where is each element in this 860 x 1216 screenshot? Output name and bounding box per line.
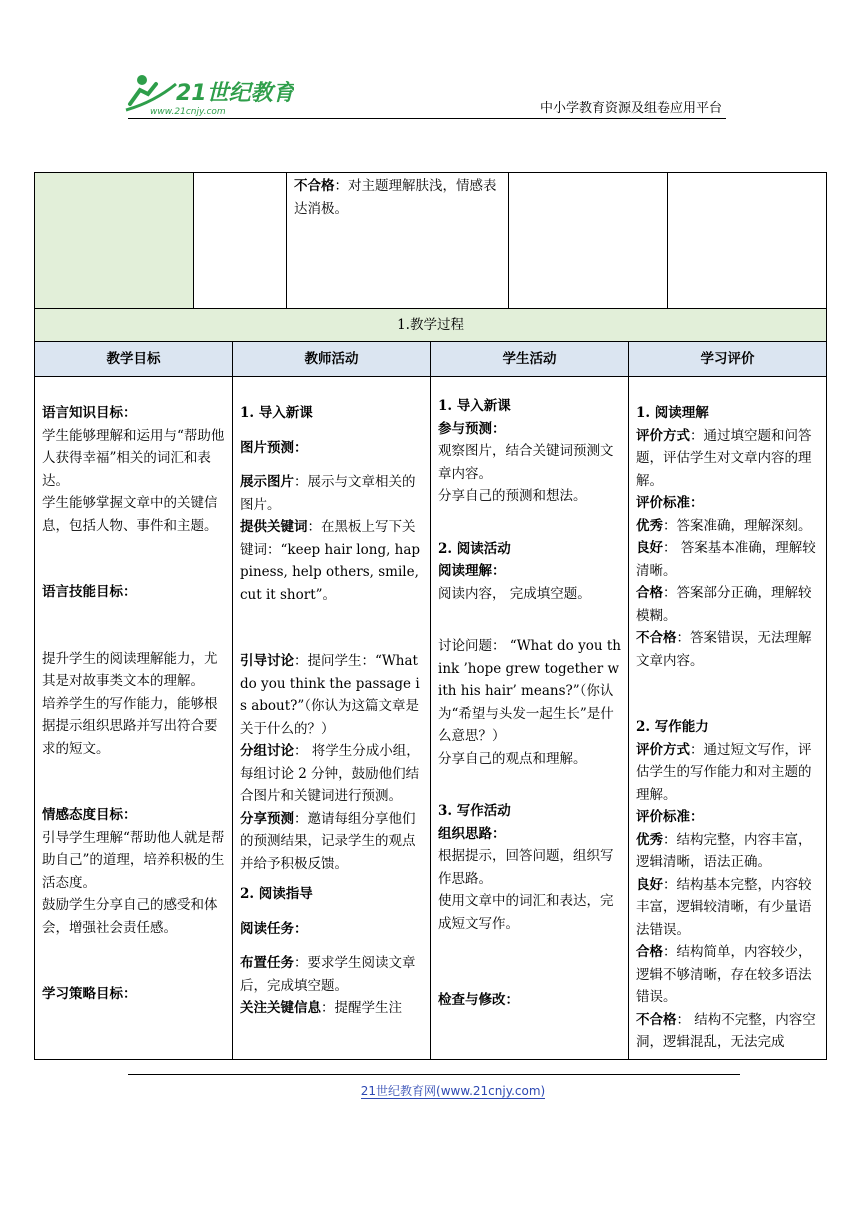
skill-goal-1: 提升学生的阅读理解能力，尤其是对故事类文本的理解。: [42, 650, 218, 689]
footer-divider: [128, 1074, 740, 1075]
pass-text: ：答案部分正确，理解较模糊。: [636, 585, 812, 624]
excellent-text: ：答案准确，理解深刻。: [663, 517, 812, 534]
column-header-student: 学生活动: [431, 342, 629, 377]
empty-cell: [35, 173, 194, 309]
emotion-goal-title: 情感态度目标：: [42, 807, 137, 823]
keyword-label: 提供关键词: [240, 519, 308, 535]
student-step2-p3: 分享自己的观点和理解。: [438, 750, 587, 767]
evaluation-cell: [629, 377, 827, 1060]
student-step1-p2: 分享自己的预测和想法。: [438, 488, 587, 504]
column-header-goals: 教学目标: [35, 342, 233, 377]
pass-text: ：结构简单，内容较少，逻辑不够清晰，存在较多语法错误。: [636, 944, 812, 1005]
fail-text: ：对主题理解肤浅，情感表达消极。: [294, 178, 497, 217]
pass-label: 合格: [636, 585, 663, 601]
knowledge-goal-title: 语言知识目标：: [42, 405, 137, 421]
student-step3-sub: 组织思路：: [438, 825, 506, 842]
student-activity-cell: [431, 377, 629, 1060]
guide-text: ：提问学生：“What do you think the passage is about?”（你认为这篇文章是关于什么的？）: [240, 653, 420, 737]
skill-goal-2: 培养学生的写作能力，能够根据提示组织思路并写出符合要求的短文。: [42, 695, 218, 757]
empty-cell: [668, 173, 827, 309]
footer-link[interactable]: 21世纪教育网(www.21cnjy.com): [360, 1084, 546, 1098]
share-text: ：邀请每组分享他们的预测结果，记录学生的观点并给予积极反馈。: [240, 810, 416, 872]
eval-reading-title: 1. 阅读理解: [636, 405, 709, 421]
knowledge-goal-1: 学生能够理解和运用与“帮助他人获得幸福”相关的词汇和表达。: [42, 427, 225, 489]
keyword-text: ：在黑板上写下关键词：“keep hair long, happiness, help others, smile, cut it short”。: [240, 519, 421, 603]
fail-label: 不合格: [294, 178, 335, 194]
check-label: 检查与修改：: [438, 992, 519, 1008]
column-header-evaluation: 学习评价: [629, 342, 827, 377]
guide-label: 引导讨论: [240, 653, 294, 669]
task-text: ：要求学生阅读文章后，完成填空题。: [240, 955, 416, 994]
fail-text: ： 结构不完整，内容空洞，逻辑混乱，无法完成: [636, 1011, 816, 1050]
focus-text: ：提醒学生注: [321, 1000, 402, 1016]
student-step2-p2: 讨论问题： “What do you think ’hope grew together with his hair’ means?”（你认为“希望与头发一起生长”是什么意思？）: [438, 638, 621, 744]
empty-cell: [509, 173, 668, 309]
excellent-label: 优秀: [636, 517, 663, 534]
emotion-goal-2: 鼓励学生分享自己的感受和体会，增强社会责任感。: [42, 897, 218, 936]
share-label: 分享预测: [240, 810, 294, 827]
excellent-text: ：结构完整，内容丰富，逻辑清晰，语法正确。: [636, 831, 812, 870]
eval-method-text: ：通过短文写作，评估学生的写作能力和对主题的理解。: [636, 741, 812, 803]
teacher-step2-sub: 阅读任务：: [240, 920, 308, 937]
student-step2-sub: 阅读理解：: [438, 563, 506, 579]
student-step2-title: 2. 阅读活动: [438, 540, 511, 557]
teacher-step1-sub: 图片预测：: [240, 439, 308, 456]
pass-label: 合格: [636, 944, 663, 960]
svg-text:www.21cnjy.com: www.21cnjy.com: [150, 107, 226, 116]
runner-logo-icon: [124, 72, 294, 116]
teacher-step2-title: 2. 阅读指导: [240, 886, 313, 902]
fail-label: 不合格: [636, 1011, 677, 1028]
site-logo: [124, 72, 294, 116]
good-label: 良好: [636, 540, 663, 556]
group-text: ： 将学生分成小组，每组讨论 2 分钟，鼓励他们结合图片和关键词进行预测。: [240, 743, 420, 804]
strategy-goal-title: 学习策略目标：: [42, 986, 137, 1002]
fail-criteria-cell: [287, 173, 509, 309]
eval-method-text: ：通过填空题和问答题，评估学生对文章内容的理解。: [636, 427, 812, 489]
knowledge-goal-2: 学生能够掌握文章中的关键信息，包括人物、事件和主题。: [42, 495, 218, 534]
show-label: 展示图片: [240, 474, 294, 490]
goals-cell: [35, 377, 233, 1060]
group-label: 分组讨论: [240, 743, 294, 759]
good-text: ： 答案基本准确，理解较清晰。: [636, 540, 816, 579]
student-step2-p1: 阅读内容， 完成填空题。: [438, 585, 591, 602]
student-step1-sub: 参与预测：: [438, 420, 506, 437]
student-step1-title: 1. 导入新课: [438, 398, 511, 414]
eval-method-label: 评价方式: [636, 427, 690, 444]
svg-text:21世纪教育: 21世纪教育: [176, 81, 294, 106]
good-label: 良好: [636, 876, 663, 893]
section-title: 1.教学过程: [35, 309, 827, 342]
emotion-goal-1: 引导学生理解“帮助他人就是帮助自己”的道理，培养积极的生活态度。: [42, 829, 225, 891]
column-header-teacher: 教师活动: [233, 342, 431, 377]
student-step3-p2: 使用文章中的词汇和表达，完成短文写作。: [438, 893, 614, 932]
fail-label: 不合格: [636, 630, 677, 646]
eval-standard-label: 评价标准：: [636, 809, 704, 825]
fail-text: ：答案错误，无法理解文章内容。: [636, 630, 812, 669]
good-text: ：结构基本完整，内容较丰富，逻辑较清晰，有少量语法错误。: [636, 876, 812, 938]
eval-method-label: 评价方式: [636, 741, 690, 758]
carryover-table: [34, 172, 827, 309]
eval-standard-label: 评价标准：: [636, 495, 704, 511]
teacher-activity-cell: [233, 377, 431, 1060]
platform-name: 中小学教育资源及组卷应用平台: [540, 101, 723, 116]
teaching-process-table: [34, 308, 827, 1060]
header-divider: [128, 118, 726, 119]
student-step3-p1: 根据提示，回答问题，组织写作思路。: [438, 848, 614, 887]
teacher-step1-title: 1. 导入新课: [240, 405, 313, 421]
focus-label: 关注关键信息: [240, 1000, 321, 1016]
empty-cell: [194, 173, 287, 309]
skill-goal-title: 语言技能目标：: [42, 584, 137, 600]
show-text: ：展示与文章相关的图片。: [240, 474, 416, 513]
eval-writing-title: 2. 写作能力: [636, 719, 709, 735]
student-step3-title: 3. 写作活动: [438, 803, 511, 819]
footer-link-wrap: [128, 1080, 778, 1103]
excellent-label: 优秀: [636, 831, 663, 848]
task-label: 布置任务: [240, 955, 294, 971]
student-step1-p1: 观察图片，结合关键词预测文章内容。: [438, 443, 614, 482]
